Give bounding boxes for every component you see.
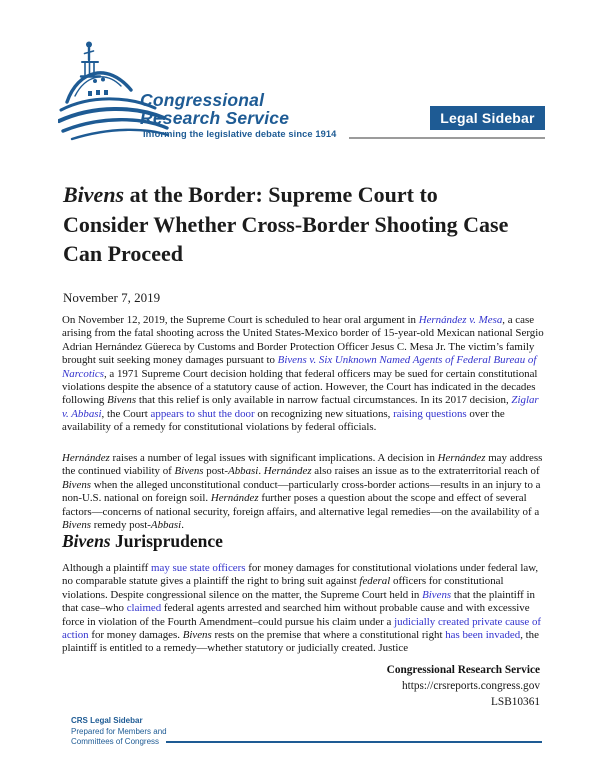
text-run: . xyxy=(181,519,184,532)
text-link[interactable]: Hernández v. Mesa xyxy=(418,314,503,326)
text-run: remedy post- xyxy=(91,519,151,532)
text-run: officers for constitutional violations. Despite congressional silence on the matter, the Supreme Court held in xyxy=(62,575,504,601)
text-link[interactable]: may sue state officers xyxy=(151,562,246,574)
text-run: , a case arising from the fatal shooting across the United States-Mexico border of 15-year-old Mexican national Sergio Adrian Hernández Güereca by Customs and Border Protection Officer Jesus C. Mesa Jr. The victim’s family brought suit seeking money damages pursuant to xyxy=(62,314,544,367)
text-run: Bivens xyxy=(182,629,212,642)
text-run: post- xyxy=(203,465,229,478)
section-heading-bivens-jurisprudence xyxy=(62,531,223,552)
text-link[interactable]: appears to shut the door xyxy=(150,407,255,420)
text-link[interactable]: judicially created private cause of action xyxy=(62,615,542,642)
footer-org: Congressional Research Service xyxy=(386,664,540,676)
paragraph-2 xyxy=(62,452,546,532)
text-run: Hernández xyxy=(437,452,486,464)
text-link[interactable]: Bivens v. Six Unknown Named Agents of Federal Bureau of Narcotics xyxy=(62,354,537,380)
text-run: Bivens xyxy=(62,519,92,532)
text-run: Bivens xyxy=(174,465,204,478)
footer-sidebar-info xyxy=(71,716,167,748)
text-run: for money damages for constitutional violations under federal law, no comparable statute gives a plaintiff the right to bring suit against xyxy=(62,562,539,588)
text-run: , a 1971 Supreme Court decision holding that federal officers may be sued for certain constitutional violations despite the absence of a statutory cause of action. However, the Court has indicated in the decades following xyxy=(62,367,538,407)
text-run: when the alleged unconstitutional conduct—particularly cross-border actions—results in an injury to a non-U.S. national on foreign soil. xyxy=(62,478,541,505)
text-run: raises a number of legal issues with significant implications. A decision in xyxy=(109,452,438,464)
logo-wordmark xyxy=(140,92,289,127)
text-run: Hernández xyxy=(263,465,312,478)
footer-rule xyxy=(166,741,542,743)
text-run: on recognizing new situations, xyxy=(254,407,394,420)
text-run: federal agents arrested and searched him without probable cause and with excessive force in violation of the Fourth Amendment–could pursue his claim under a xyxy=(62,602,530,628)
text-run: that the plaintiff in that case–who xyxy=(62,588,536,615)
text-run: Jurisprudence xyxy=(110,531,223,551)
text-run: over the availability of a remedy for constitutional violations by federal officials. xyxy=(62,407,505,434)
text-run: further poses a question about the scope and effect of several factors—concerns of national security, foreign affairs, and alternative legal remedies—on the availability of a xyxy=(62,492,540,518)
logo-line2: Research Service xyxy=(140,107,290,128)
paragraph-3 xyxy=(62,562,546,656)
text-link[interactable]: Ziglar v. Abbasi xyxy=(62,394,539,420)
header-rule xyxy=(349,137,545,139)
doc-title xyxy=(63,180,521,269)
text-run: , the plaintiff is entitled to a remedy—whether statutory or judicially created. Justice xyxy=(62,629,539,655)
logo-tagline: Informing the legislative debate since 1914 xyxy=(143,129,337,139)
text-run: for money damages. xyxy=(88,629,183,642)
text-run: Bivens xyxy=(63,182,125,207)
text-run: Bivens xyxy=(62,531,111,551)
footer-prepared-line1: Prepared for Members and xyxy=(71,726,167,736)
text-run: federal xyxy=(359,575,391,588)
text-run: On November 12, 2019, the Supreme Court is scheduled to hear oral argument in xyxy=(62,314,419,326)
text-run: Bivens xyxy=(107,394,137,407)
doc-date: November 7, 2019 xyxy=(63,290,161,305)
footer-url-link[interactable]: https://crsreports.congress.gov xyxy=(401,680,540,692)
text-link[interactable]: Bivens xyxy=(422,588,452,601)
text-run: Although a plaintiff xyxy=(62,562,152,574)
text-run: Abbasi xyxy=(228,465,259,478)
footer-doc-id: LSB10361 xyxy=(491,696,540,708)
text-link[interactable]: claimed xyxy=(126,602,162,615)
footer-prepared-line2: Committees of Congress xyxy=(71,737,160,747)
text-run: Bivens xyxy=(62,478,92,491)
text-run: that this relief is only available in narrow factual circumstances. In its 2017 decision, xyxy=(136,394,512,407)
text-run: Hernández xyxy=(62,452,110,464)
text-run: may address the continued viability of xyxy=(62,452,543,478)
text-run: at the Border: Supreme Court to Consider Whether Cross-Border Shooting Case Can Proceed xyxy=(63,182,509,266)
text-link[interactable]: raising questions xyxy=(393,407,467,420)
text-run: also raises an issue as to the extraterritorial reach of xyxy=(311,465,540,478)
text-link[interactable]: has been invaded xyxy=(445,629,521,642)
logo-line1: Congressional xyxy=(140,90,265,110)
text-run: Abbasi xyxy=(150,519,182,532)
text-run: Hernández xyxy=(210,492,259,505)
legal-sidebar-badge: Legal Sidebar xyxy=(430,106,545,130)
footer-sidebar-label: CRS Legal Sidebar xyxy=(71,716,143,725)
footer-publication-info xyxy=(387,662,540,710)
text-run: . xyxy=(258,465,264,478)
text-run: rests on the premise that where a constitutional right xyxy=(211,629,446,642)
paragraph-1 xyxy=(62,314,546,435)
text-run: , the Court xyxy=(101,407,151,420)
